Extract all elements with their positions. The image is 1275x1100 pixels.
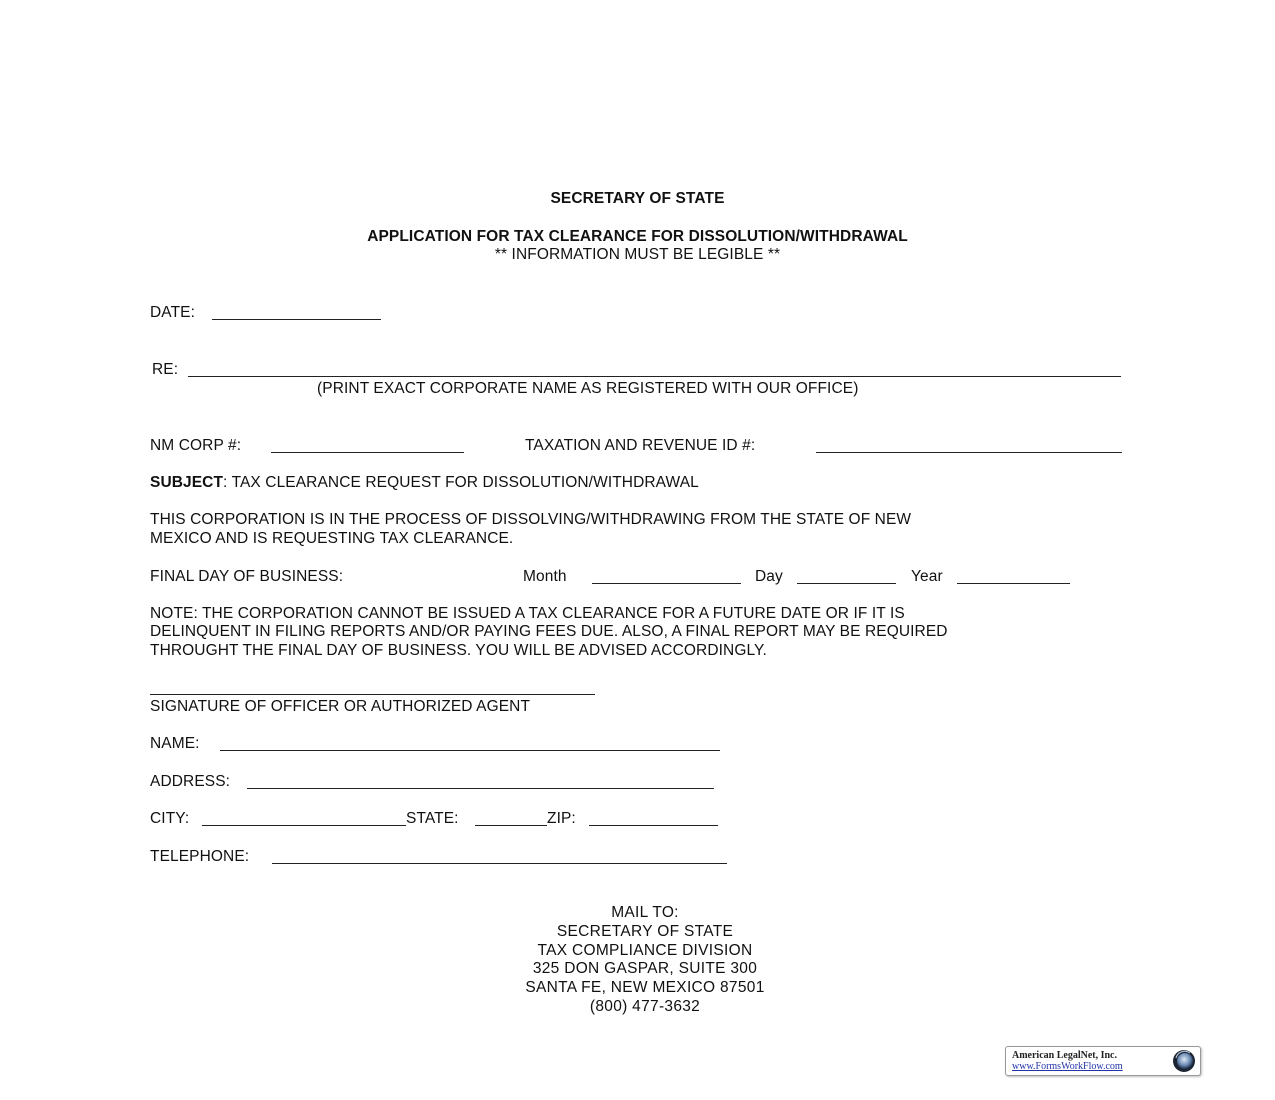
subject-text: : TAX CLEARANCE REQUEST FOR DISSOLUTION/WITHDRAWAL — [223, 474, 699, 491]
month-label: Month — [523, 568, 567, 585]
address-field[interactable] — [247, 788, 714, 789]
telephone-field[interactable] — [272, 863, 727, 864]
trd-id-label: TAXATION AND REVENUE ID #: — [525, 437, 756, 454]
corporate-name-hint: (PRINT EXACT CORPORATE NAME AS REGISTERED WITH OUR OFFICE) — [317, 380, 859, 397]
date-label: DATE: — [150, 304, 195, 321]
year-label: Year — [911, 568, 943, 585]
state-label: STATE: — [406, 810, 459, 827]
zip-label: ZIP: — [547, 810, 576, 827]
agency-heading: SECRETARY OF STATE — [550, 190, 725, 207]
telephone-label: TELEPHONE: — [150, 848, 250, 865]
zip-field[interactable] — [589, 825, 718, 826]
mail-to-line-1: SECRETARY OF STATE — [556, 922, 734, 940]
mail-to-line-2: TAX COMPLIANCE DIVISION — [537, 941, 753, 959]
mail-to-line-3: 325 DON GASPAR, SUITE 300 — [532, 960, 758, 978]
note-line-2: DELINQUENT IN FILING REPORTS AND/OR PAYING FEES DUE. ALSO, A FINAL REPORT MAY BE REQUIRED — [150, 623, 948, 640]
state-field[interactable] — [475, 825, 547, 826]
city-label: CITY: — [150, 810, 190, 827]
note-line-3: THROUGHT THE FINAL DAY OF BUSINESS. YOU WILL BE ADVISED ACCORDINGLY. — [150, 642, 767, 659]
month-field[interactable] — [592, 583, 741, 584]
mail-to-heading: MAIL TO: — [611, 904, 679, 921]
day-label: Day — [755, 568, 783, 585]
badge-url-link[interactable]: www.FormsWorkFlow.com — [1012, 1061, 1123, 1072]
signature-field[interactable] — [150, 694, 595, 695]
re-label: RE: — [152, 361, 179, 378]
legibility-notice: ** INFORMATION MUST BE LEGIBLE ** — [494, 246, 781, 263]
mail-to-phone: (800) 477-3632 — [589, 997, 701, 1015]
signature-label: SIGNATURE OF OFFICER OR AUTHORIZED AGENT — [150, 698, 531, 715]
mail-to-block — [480, 904, 810, 1017]
form-title: APPLICATION FOR TAX CLEARANCE FOR DISSOLUTION/WITHDRAWAL — [367, 228, 908, 245]
address-label: ADDRESS: — [150, 773, 231, 790]
subject-label: SUBJECT — [150, 474, 224, 491]
badge-company-name: American LegalNet, Inc. — [1012, 1050, 1117, 1061]
name-label: NAME: — [150, 735, 200, 752]
nm-corp-field[interactable] — [271, 452, 464, 453]
date-field[interactable] — [212, 319, 381, 320]
mail-to-line-4: SANTA FE, NEW MEXICO 87501 — [525, 979, 765, 997]
trd-id-field[interactable] — [816, 452, 1122, 453]
note-line-1: NOTE: THE CORPORATION CANNOT BE ISSUED A TAX CLEARANCE FOR A FUTURE DATE OR IF IT IS — [150, 605, 905, 622]
city-field[interactable] — [202, 825, 406, 826]
corporate-name-field[interactable] — [188, 376, 1121, 377]
day-field[interactable] — [797, 583, 896, 584]
year-field[interactable] — [957, 583, 1070, 584]
statement-line-2: MEXICO AND IS REQUESTING TAX CLEARANCE. — [150, 530, 514, 547]
globe-logo-icon — [1172, 1049, 1196, 1073]
subject-line — [150, 474, 699, 492]
american-legalnet-badge[interactable] — [1005, 1046, 1201, 1076]
name-field[interactable] — [220, 750, 720, 751]
nm-corp-label: NM CORP #: — [150, 437, 242, 454]
final-day-label: FINAL DAY OF BUSINESS: — [150, 568, 344, 585]
statement-line-1: THIS CORPORATION IS IN THE PROCESS OF DISSOLVING/WITHDRAWING FROM THE STATE OF NEW — [150, 511, 912, 528]
